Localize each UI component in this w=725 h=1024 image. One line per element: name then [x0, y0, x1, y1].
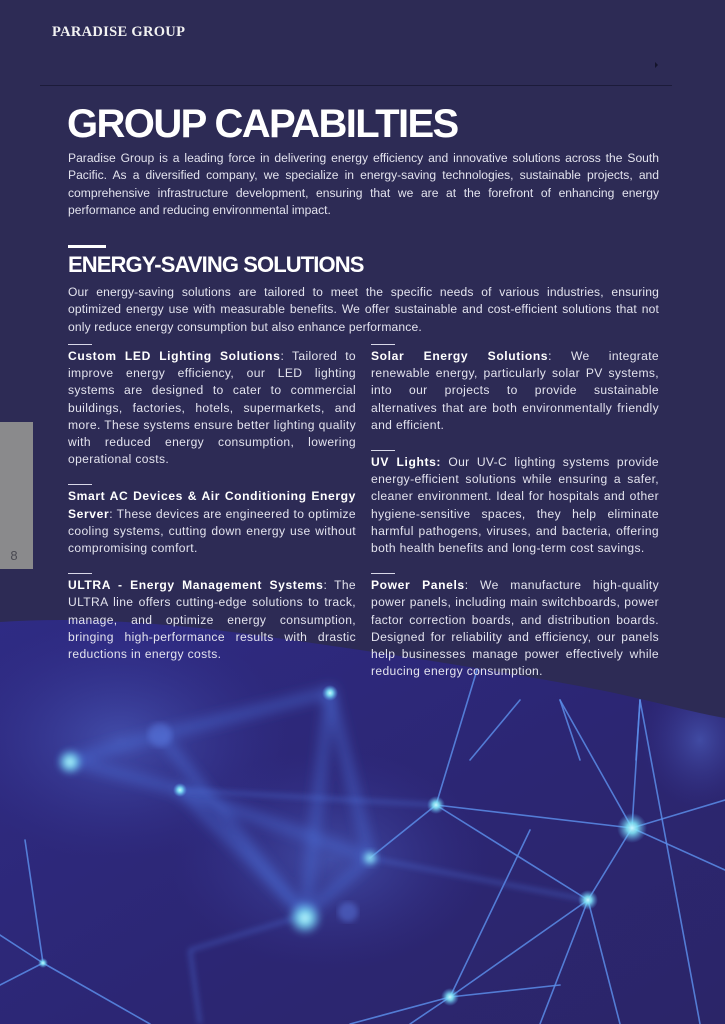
item-divider — [371, 344, 395, 345]
page-number-tab — [0, 422, 33, 569]
capabilities-column-left — [68, 344, 356, 679]
item-text — [68, 577, 356, 663]
top-marker-icon — [655, 62, 658, 68]
section-intro-paragraph: Our energy-saving solutions are tailored to meet the specific needs of various industries, ensuring optimized energy use with measurable benefits. We offer sustainable and cost-efficient solutions that not only reduce energy consumption but also enhance performance. — [68, 285, 659, 334]
capabilities-column-right — [371, 344, 659, 696]
item-divider — [68, 484, 92, 485]
page-number: 8 — [10, 548, 18, 563]
item-title: UV Lights: — [371, 455, 442, 470]
item-body: Our UV-C lighting systems provide energy-efficient solutions while ensuring a safer, cleaner environment. Ideal for hospitals and other hygiene-sensitive spaces, they help eliminate harmful pathogens, viruses, and bacteria, offering both health benefits and long-term cost savings. — [371, 455, 659, 556]
item-text — [371, 577, 659, 680]
item-body: Tailored to improve energy efficiency, our LED lighting systems are designed to cater to commercial buildings, factories, hotels, supermarkets, and more. These systems ensure better lighting quality with reduced energy consumption, lowering operational costs. — [68, 349, 356, 467]
item-text — [371, 348, 659, 434]
intro-paragraph: Paradise Group is a leading force in delivering energy efficiency and innovative solutions across the South Pacific. As a diversified company, we specialize in energy-saving technologies, sustainable projects, and comprehensive infrastructure development, ensuring that we are at the forefront of enhancing energy performance and reducing environmental impact. — [68, 151, 659, 218]
item-separator: : — [280, 349, 293, 363]
item-body: We integrate renewable energy, particularly solar PV systems, into our projects to provide sustainable alternatives that are both environmentally friendly and efficient. — [371, 349, 660, 432]
item-title: Custom LED Lighting Solutions — [68, 349, 281, 363]
item-separator: : — [323, 578, 335, 593]
item-divider — [371, 450, 395, 451]
capability-item-ultra — [68, 573, 356, 663]
capability-item-smart-ac — [68, 484, 356, 557]
capability-item-solar — [371, 344, 659, 434]
item-divider — [371, 573, 395, 574]
item-separator: : — [464, 578, 481, 593]
item-body: The ULTRA line offers cutting-edge solutions to track, manage, and optimize energy consumption, bringing high-performance results with drastic reductions in energy costs. — [68, 578, 356, 662]
item-separator: : — [109, 506, 117, 521]
item-divider — [68, 573, 92, 574]
capability-item-led — [68, 344, 356, 468]
item-text — [68, 488, 356, 557]
item-text — [68, 348, 356, 468]
item-body: These devices are engineered to optimize cooling systems, cutting down energy use without compromising comfort. — [68, 506, 356, 556]
capability-item-uv — [371, 450, 659, 557]
item-divider — [68, 344, 92, 345]
item-body: We manufacture high-quality power panels, including main switchboards, power factor correction boards, and distribution boards. Designed for reliability and efficiency, our panels help businesses manage power effectively while reducing energy consumption. — [371, 578, 659, 679]
item-title: Power Panels — [371, 578, 465, 593]
page-title: GROUP CAPABILTIES — [67, 102, 458, 146]
item-title: ULTRA - Energy Management Systems — [68, 578, 324, 593]
item-text — [371, 454, 659, 557]
header-divider — [40, 85, 672, 86]
brand-logo-text: PARADISE GROUP — [52, 24, 186, 40]
section-title: ENERGY-SAVING SOLUTIONS — [68, 252, 364, 277]
capability-item-power-panels — [371, 573, 659, 680]
item-title: Smart AC Devices & Air Conditioning Energy Server — [68, 489, 356, 521]
section-accent-bar — [68, 245, 106, 248]
item-title: Solar Energy Solutions — [371, 349, 549, 363]
item-separator: : — [548, 349, 572, 363]
